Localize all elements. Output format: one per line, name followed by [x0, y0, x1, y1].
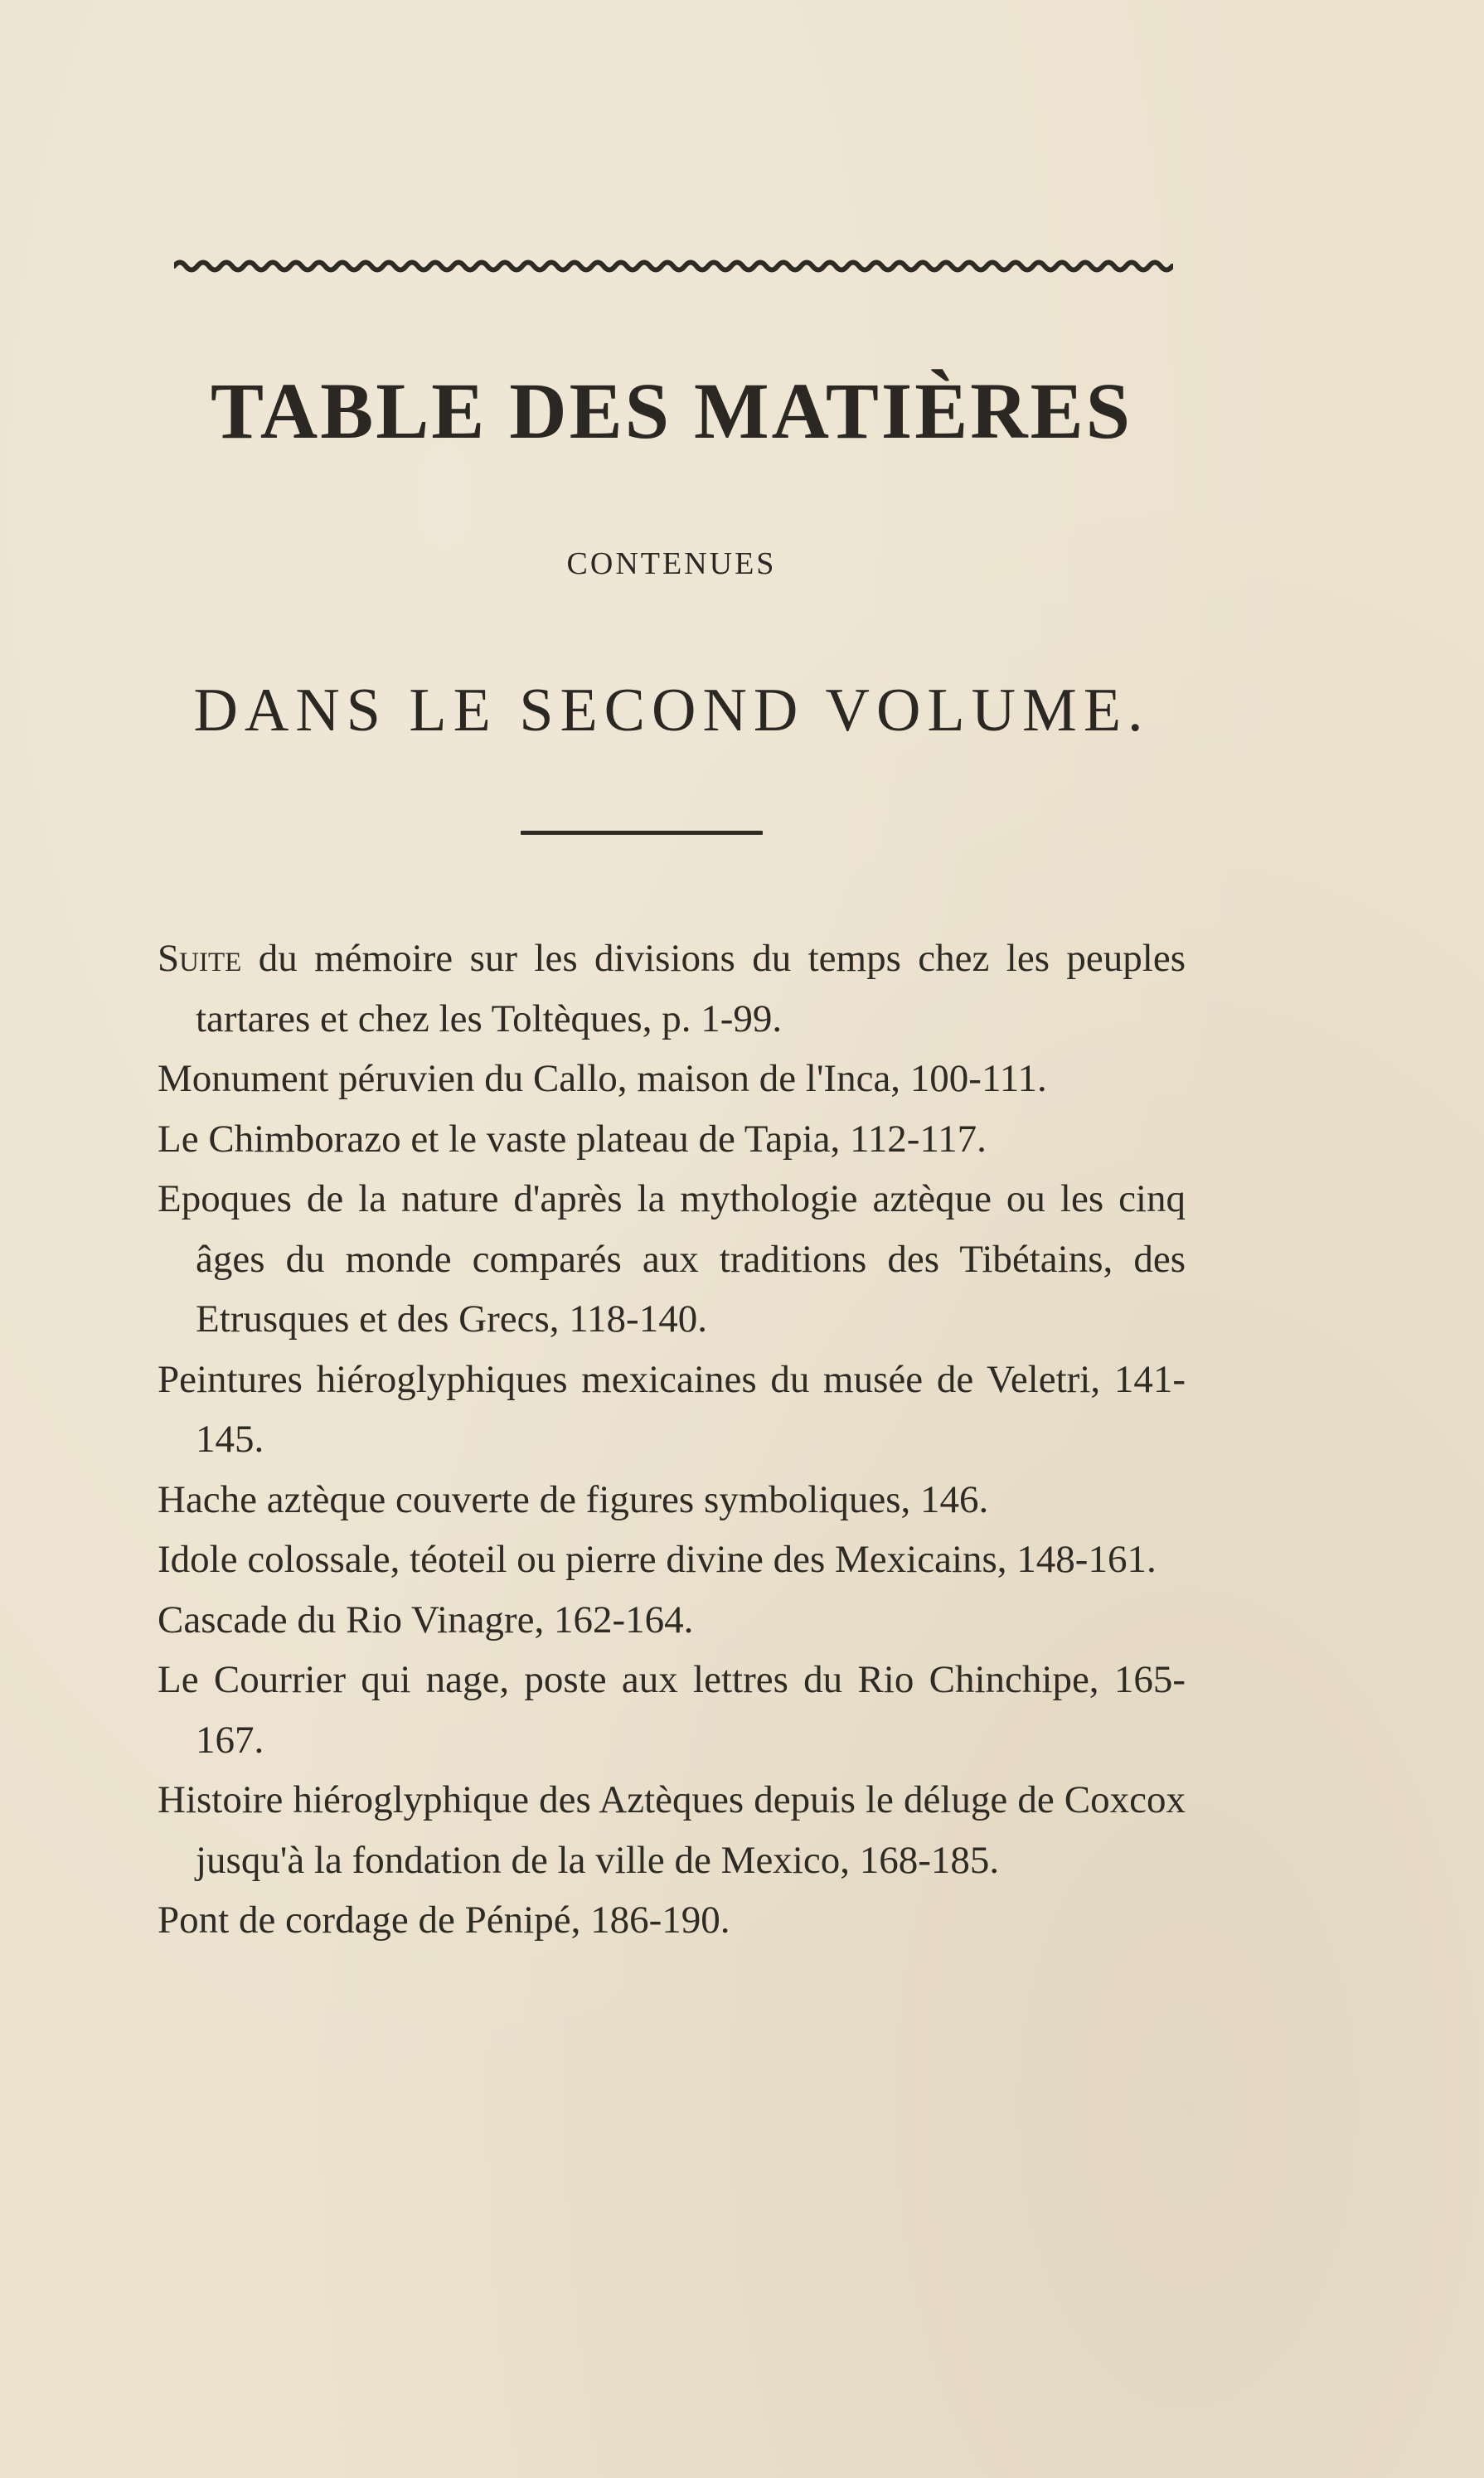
- page-subtitle: CONTENUES: [566, 546, 777, 581]
- divider-rule: [521, 831, 763, 835]
- toc-entry: [158, 1470, 1186, 1530]
- toc-entry: [158, 1350, 1186, 1470]
- toc-entry: [158, 1109, 1186, 1170]
- toc-entry-text: Pont de cordage de Pénipé, 186-190.: [158, 1899, 730, 1942]
- toc-entry-text: Peintures hiéroglyphiques mexicaines du musée de Veletri, 141-145.: [158, 1357, 1186, 1461]
- toc-entry: [158, 1650, 1186, 1770]
- toc-entry-text: Idole colossale, téoteil ou pierre divine des Mexicains, 148-161.: [158, 1538, 1157, 1581]
- toc-entry-text: Le Courrier qui nage, poste aux lettres du Rio Chinchipe, 165-167.: [158, 1658, 1186, 1762]
- toc-entry-text: Hache aztèque couverte de figures symboliques, 146.: [158, 1477, 989, 1521]
- toc-entry: [158, 1770, 1186, 1890]
- table-of-contents: [158, 929, 1186, 1951]
- toc-entry: [158, 1049, 1186, 1109]
- toc-entry-text: du mémoire sur les divisions du temps chez les peuples tartares et chez les Toltèques, p. 1-99.: [196, 937, 1186, 1040]
- toc-entry: [158, 929, 1186, 1049]
- toc-entry-text: Cascade du Rio Vinagre, 162-164.: [158, 1598, 694, 1641]
- page-title: TABLE DES MATIÈRES: [210, 366, 1133, 455]
- decorative-ornament-band: [174, 255, 1173, 277]
- toc-entry: [158, 1169, 1186, 1350]
- toc-entry-lead: Suite: [158, 937, 242, 980]
- toc-entry-text: Le Chimborazo et le vaste plateau de Tapia, 112-117.: [158, 1117, 987, 1161]
- toc-entry-text: Histoire hiéroglyphique des Aztèques depuis le déluge de Coxcox jusqu'à la fondation de la ville de Mexico, 168-185.: [158, 1778, 1186, 1882]
- toc-entry-text: Monument péruvien du Callo, maison de l'Inca, 100-111.: [158, 1057, 1047, 1100]
- toc-entry: [158, 1890, 1186, 1951]
- toc-entry: [158, 1590, 1186, 1651]
- volume-heading: DANS LE SECOND VOLUME.: [193, 676, 1150, 744]
- toc-entry-text: Epoques de la nature d'après la mythologie aztèque ou les cinq âges du monde comparés aux traditions des Tibétains, des Etrusques et des Grecs, 118-140.: [158, 1177, 1186, 1341]
- toc-entry: [158, 1530, 1186, 1590]
